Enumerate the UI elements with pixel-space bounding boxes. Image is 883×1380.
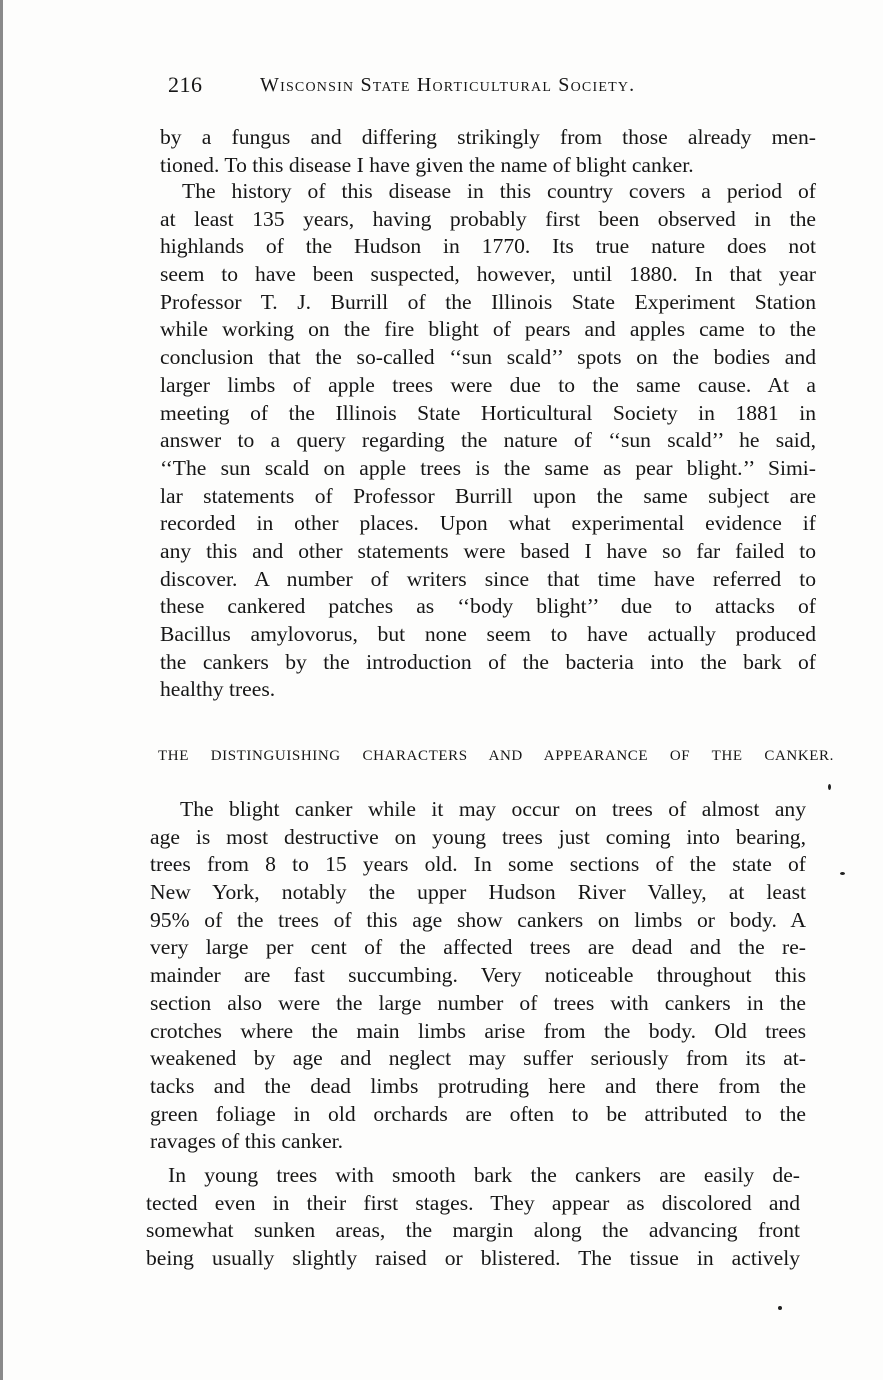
text-line: Bacillus amylovorus, but none seem to have actually produced xyxy=(160,622,816,646)
text-line: In young trees with smooth bark the cankers are easily de- xyxy=(168,1163,800,1187)
section-heading: THE DISTINGUISHING CHARACTERS AND APPEARANCE OF THE CANKER. xyxy=(158,748,834,764)
text-line: ‘‘The sun scald on apple trees is the same as pear blight.’’ Simi- xyxy=(160,455,816,480)
text-line: highlands of the Hudson in 1770. Its true nature does not xyxy=(160,234,816,259)
text-line: trees from 8 to 15 years old. In some sections of the state of xyxy=(150,852,806,877)
ink-speck xyxy=(828,784,831,790)
text-line: weakened by age and neglect may suffer seriously from its at- xyxy=(150,1046,806,1071)
text-line: recorded in other places. Upon what experimental evidence if xyxy=(160,511,816,536)
text-line: healthy trees. xyxy=(160,677,276,702)
text-line: meeting of the Illinois State Horticultural Society in 1881 in xyxy=(160,400,816,425)
text-line: being usually slightly raised or blistered. The tissue in actively xyxy=(146,1246,800,1271)
text-line: age is most destructive on young trees just coming into bearing, xyxy=(150,824,806,849)
ink-speck xyxy=(778,1306,782,1310)
text-line: somewhat sunken areas, the margin along the advancing front xyxy=(146,1218,800,1243)
text-line: The history of this disease in this country covers a period of xyxy=(182,179,816,203)
page-number: 216 xyxy=(168,72,203,97)
text-line: tected even in their first stages. They appear as discolored and xyxy=(146,1190,800,1215)
text-line: crotches where the main limbs arise from the body. Old trees xyxy=(150,1018,806,1043)
text-line: 95% of the trees of this age show cankers on limbs or body. A xyxy=(150,907,806,932)
text-line: The blight canker while it may occur on trees of almost any xyxy=(180,797,806,821)
text-line: at least 135 years, having probably first been observed in the xyxy=(160,206,816,231)
paragraph-continuation xyxy=(160,124,816,179)
page-edge xyxy=(0,0,3,1380)
ink-speck xyxy=(840,872,845,875)
paragraph-blight-canker xyxy=(150,796,806,1156)
text-line: by a fungus and differing strikingly from those already men- xyxy=(160,125,816,149)
text-line: the cankers by the introduction of the bacteria into the bark of xyxy=(160,649,816,674)
text-line: mainder are fast succumbing. Very noticeable throughout this xyxy=(150,963,806,988)
text-line: tioned. To this disease I have given the name of blight canker. xyxy=(160,152,694,177)
text-line: New York, notably the upper Hudson River Valley, at least xyxy=(150,880,806,905)
text-line: these cankered patches as ‘‘body blight’’ due to attacks of xyxy=(160,594,816,619)
paragraph-history xyxy=(160,178,816,704)
text-line: ravages of this canker. xyxy=(150,1129,344,1154)
running-title: Wisconsin State Horticultural Society. xyxy=(260,74,636,96)
text-line: green foliage in old orchards are often to be attributed to the xyxy=(150,1101,806,1126)
text-line: conclusion that the so-called ‘‘sun scald’’ spots on the bodies and xyxy=(160,345,816,370)
text-line: tacks and the dead limbs protruding here and there from the xyxy=(150,1073,806,1098)
text-line: larger limbs of apple trees were due to the same cause. At a xyxy=(160,372,816,397)
text-line: Professor T. J. Burrill of the Illinois State Experiment Station xyxy=(160,289,816,314)
text-line: while working on the fire blight of pears and apples came to the xyxy=(160,317,816,342)
text-line: discover. A number of writers since that time have referred to xyxy=(160,566,816,591)
text-line: answer to a query regarding the nature of ‘‘sun scald’’ he said, xyxy=(160,428,816,453)
page-header xyxy=(168,72,728,108)
text-line: section also were the large number of trees with cankers in the xyxy=(150,990,806,1015)
text-line: very large per cent of the affected trees are dead and the re- xyxy=(150,935,806,960)
paragraph-young-trees xyxy=(146,1162,800,1273)
text-line: any this and other statements were based I have so far failed to xyxy=(160,538,816,563)
text-line: lar statements of Professor Burrill upon the same subject are xyxy=(160,483,816,508)
text-line: seem to have been suspected, however, until 1880. In that year xyxy=(160,262,816,287)
